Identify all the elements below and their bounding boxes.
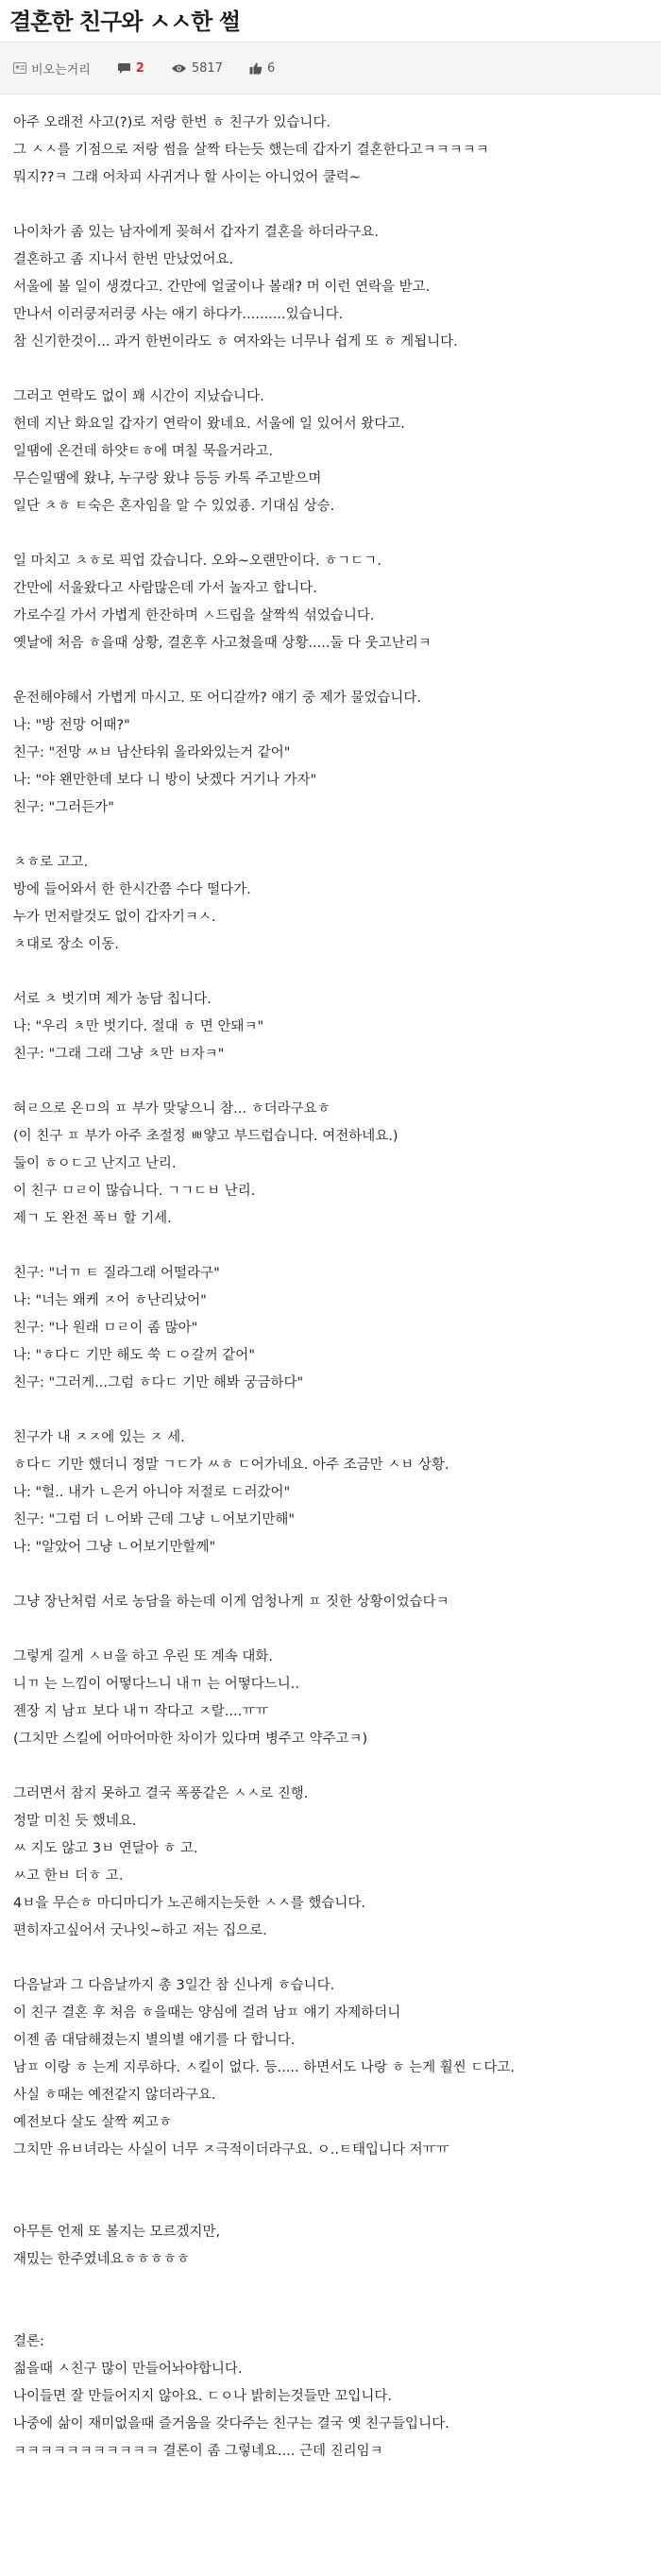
- body-line: 둘이 ㅎㅇㄷ고 난지고 난리.: [13, 1156, 177, 1171]
- body-line: 혀ㄹ으로 온ㅁ의 ㅍ 부가 맞닿으니 참... ㅎ더라구요ㅎ: [13, 1101, 330, 1117]
- body-line: 방에 들어와서 한 한시간쯤 수다 떨다가.: [13, 882, 251, 897]
- body-line: [13, 2301, 648, 2329]
- body-line: ㅎ다ㄷ 기만 했더니 정말 ㄱㄷ가 ㅆㅎ ㄷ어가네요. 아주 조금만 ㅅㅂ 상황.: [13, 1458, 449, 1473]
- author-meta[interactable]: [13, 60, 91, 77]
- body-line: 일땜에 온건데 하얏ㅌㅎ에 며칠 묵을거라고.: [13, 444, 274, 459]
- body-line: 친구: "나 원래 ㅁㄹ이 좀 많아": [13, 1321, 198, 1336]
- body-line: 사실 ㅎ때는 예전같지 않더라구요.: [13, 2088, 216, 2103]
- body-line: 친구: "그럼 더 ㄴ어봐 근데 그냥 ㄴ어보기만해": [13, 1512, 296, 1527]
- body-line: 아무튼 언제 또 볼지는 모르겠지만,: [13, 2225, 221, 2240]
- body-line: 나: "야 왠만한데 보다 니 방이 낫겠다 거기나 가자": [13, 773, 317, 788]
- body-line: 젠장 지 남ㅍ 보다 내ㄲ 작다고 ㅈ랄....ㅠㅠ: [13, 1704, 269, 1719]
- view-count: 5817: [191, 60, 223, 76]
- body-line: 친구: "전망 ㅆㅂ 남산타워 올라와있는거 같어": [13, 745, 291, 760]
- body-line: 옛날에 처음 ㅎ을때 상황, 결혼후 사고쳤을때 상황.....둘 다 웃고난리ㅋ: [13, 636, 432, 651]
- body-line: [13, 2192, 648, 2219]
- body-line: [13, 959, 648, 986]
- body-line: 편히자고싶어서 굿나잇~하고 저는 집으로.: [13, 1923, 267, 1938]
- body-line: 만나서 이러쿵저러쿵 사는 애기 하다가..........있습니다.: [13, 307, 344, 322]
- body-line: 그 ㅅㅅ를 기점으로 저랑 썸을 살짝 타는듯 했는데 갑자기 결혼한다고ㅋㅋㅋㅋㅋ: [13, 143, 489, 158]
- body-line: 이 친구 ㅁㄹ이 많습니다. ㄱㄱㄷㅂ 난리.: [13, 1184, 256, 1199]
- body-line: 그치만 유ㅂ녀라는 사실이 너무 ㅈ극적이더라구요. ㅇ..ㅌ태입니다 저ㅠㅠ: [13, 2142, 449, 2158]
- body-line: ㅆ고 한ㅂ 더ㅎ 고.: [13, 1868, 124, 1884]
- body-line: 무슨일땜에 왔냐, 누구랑 왔냐 등등 카톡 주고받으며: [13, 471, 322, 486]
- body-line: 나: "너는 왜케 ㅈ어 ㅎ난리났어": [13, 1293, 207, 1308]
- body-line: 헌데 지난 화요일 갑자기 연락이 왔네요. 서울에 일 있어서 왔다고.: [13, 417, 405, 432]
- body-line: 서울에 볼 일이 생겼다고. 간만에 얼굴이나 볼래? 머 이런 연락을 받고.: [13, 280, 431, 295]
- body-line: 뭐지??ㅋ 그래 어차피 사귀거나 할 사이는 아니었어 쿨럭~: [13, 170, 361, 185]
- body-line: 나이들면 잘 만들어지지 않아요. ㄷㅇ나 밝히는것들만 꼬입니다.: [13, 2389, 393, 2404]
- body-line: 나중에 삶이 재미없을때 즐거움을 갖다주는 친구는 결국 옛 친구들입니다.: [13, 2416, 449, 2431]
- body-line: 남ㅍ 이랑 ㅎ 는게 지루하다. ㅅ킬이 없다. 등..... 하면서도 나랑 ㅎ 는게 훨씬 ㄷ다고.: [13, 2060, 516, 2075]
- body-line: [13, 520, 648, 548]
- body-line: 나: "헐.. 내가 ㄴ은거 아니야 저절로 ㄷ러갔어": [13, 1485, 291, 1500]
- body-line: 그냥 장난처럼 서로 농담을 하는데 이게 엄청나게 ㅍ 짓한 상황이었습다ㅋ: [13, 1595, 449, 1610]
- like-count: 6: [266, 60, 276, 76]
- body-line: 결론:: [13, 2334, 44, 2349]
- body-line: ㅊㅎ로 고고.: [13, 855, 89, 870]
- body-line: 누가 먼저랄것도 없이 갑자기ㅋㅅ.: [13, 910, 216, 925]
- body-line: [13, 356, 648, 384]
- body-line: (그치만 스킬에 어마어마한 차이가 있다며 병주고 약주고ㅋ): [13, 1732, 368, 1747]
- body-line: 나이차가 좀 있는 남자에게 꽂혀서 갑자기 결혼을 하더라구요.: [13, 225, 380, 240]
- thumbs-up-icon: [249, 62, 263, 75]
- body-line: 친구: "그러게...그럼 ㅎ다ㄷ 기만 해봐 궁금하다": [13, 1375, 304, 1390]
- body-line: ㅆ 지도 않고 3ㅂ 연달아 ㅎ 고.: [13, 1841, 198, 1856]
- body-line: 다음날과 그 다음날까지 총 3일간 참 신나게 ㅎ습니다.: [13, 1978, 335, 1993]
- body-line: [13, 1068, 648, 1096]
- post-title: 결혼한 친구와 ㅅㅅ한 썰: [9, 9, 240, 35]
- views-meta: [171, 61, 223, 76]
- comments-meta[interactable]: [117, 61, 144, 76]
- author-name[interactable]: 비오는거리: [31, 62, 91, 77]
- eye-icon: [171, 63, 187, 74]
- body-line: [13, 192, 648, 219]
- author-icon: [13, 62, 26, 74]
- body-line: 나: "우리 ㅊ만 벗기다. 절대 ㅎ 면 안돼ㅋ": [13, 1019, 264, 1034]
- body-line: 친구가 내 ㅈㅈ에 있는 ㅈ 세.: [13, 1430, 185, 1445]
- body-line: [13, 1945, 648, 1972]
- body-line: 친구: "너ㄲ ㅌ 질라그래 어떨라구": [13, 1266, 220, 1281]
- body-line: [13, 1233, 648, 1260]
- body-line: 서로 ㅊ 벗기며 제가 농담 칩니다.: [13, 992, 212, 1007]
- comment-count: 2: [135, 60, 144, 76]
- post-meta-bar: [0, 42, 661, 94]
- body-line: 나: "ㅎ다ㄷ 기만 해도 쑥 ㄷㅇ갈꺼 같어": [13, 1348, 255, 1363]
- body-line: 아주 오래전 사고(?)로 저랑 한번 ㅎ 친구가 있습니다.: [13, 115, 331, 130]
- body-line: (이 친구 ㅍ 부가 아주 초절정 ㅃ얗고 부드럽습니다. 여전하네요.): [13, 1129, 398, 1144]
- body-line: 예전보다 살도 살짝 찌고ㅎ: [13, 2115, 172, 2130]
- body-line: [13, 1616, 648, 1644]
- body-line: 정말 미친 듯 했네요.: [13, 1814, 137, 1829]
- body-line: ㅊ대로 장소 이동.: [13, 937, 119, 952]
- body-line: ㅋㅋㅋㅋㅋㅋㅋㅋㅋㅋㅋ 결론이 좀 그렇네요.... 근데 진리임ㅋ: [13, 2444, 383, 2459]
- body-line: 젊을때 ㅅ친구 많이 만들어놔야합니다.: [13, 2362, 243, 2377]
- body-line: 이 친구 결혼 후 처음 ㅎ을때는 양심에 걸려 남ㅍ 얘기 자제하더니: [13, 2005, 401, 2021]
- body-line: 그러고 연락도 없이 꽤 시간이 지났습니다.: [13, 389, 264, 404]
- body-line: [13, 1753, 648, 1781]
- body-line: 일단 ㅊㅎ ㅌ숙은 혼자임을 알 수 있었죵. 기대심 상승.: [13, 499, 335, 514]
- body-line: 이젠 좀 대담해졌는지 별의별 얘기를 다 합니다.: [13, 2033, 296, 2048]
- body-line: 친구: "그러든가": [13, 800, 114, 815]
- body-line: 재밌는 한주였네요ㅎㅎㅎㅎㅎ: [13, 2252, 190, 2267]
- comment-icon: [117, 62, 131, 75]
- body-line: 결혼하고 좀 지나서 한번 만났었어요.: [13, 252, 234, 267]
- post-body: [0, 94, 661, 2465]
- body-line: [13, 1561, 648, 1589]
- body-line: 나: "방 전망 어때?": [13, 718, 130, 733]
- body-line: [13, 1397, 648, 1424]
- body-line: [13, 2274, 648, 2301]
- likes-meta[interactable]: [249, 61, 275, 76]
- body-line: 나: "알았어 그냥 ㄴ어보기만할께": [13, 1540, 216, 1555]
- body-line: 그렇게 길게 ㅅㅂ을 하고 우린 또 계속 대화.: [13, 1649, 273, 1664]
- body-line: 일 마치고 ㅊㅎ로 픽업 갔습니다. 오와~오랜만이다. ㅎㄱㄷㄱ.: [13, 554, 381, 569]
- body-line: 친구: "그래 그래 그냥 ㅊ만 ㅂ자ㅋ": [13, 1047, 225, 1062]
- body-line: 참 신기한것이... 과거 한번이라도 ㅎ 여자와는 너무나 쉽게 또 ㅎ 게됩니다.: [13, 334, 458, 350]
- body-line: 니ㄲ 는 느낌이 어떻다느니 내ㄲ 는 어떻다느니..: [13, 1677, 300, 1692]
- body-line: 간만에 서울왔다고 사람많은데 가서 놀자고 합니다.: [13, 581, 317, 596]
- body-line: [13, 822, 648, 849]
- body-line: [13, 657, 648, 685]
- body-line: 4ㅂ을 무슨ㅎ 마디마디가 노곤해지는듯한 ㅅㅅ를 했습니다.: [13, 1896, 366, 1911]
- body-line: [13, 2164, 648, 2192]
- body-line: 가로수길 가서 가볍게 한잔하며 ㅅ드립을 살짝씩 섞었습니다.: [13, 608, 375, 623]
- body-line: 그러면서 참지 못하고 결국 폭풍같은 ㅅㅅ로 진행.: [13, 1786, 309, 1801]
- body-line: 운전해야해서 가볍게 마시고. 또 어디갈까? 얘기 중 제가 물었습니다.: [13, 691, 421, 706]
- body-line: 제ㄱ 도 완전 폭ㅂ 할 기세.: [13, 1211, 172, 1226]
